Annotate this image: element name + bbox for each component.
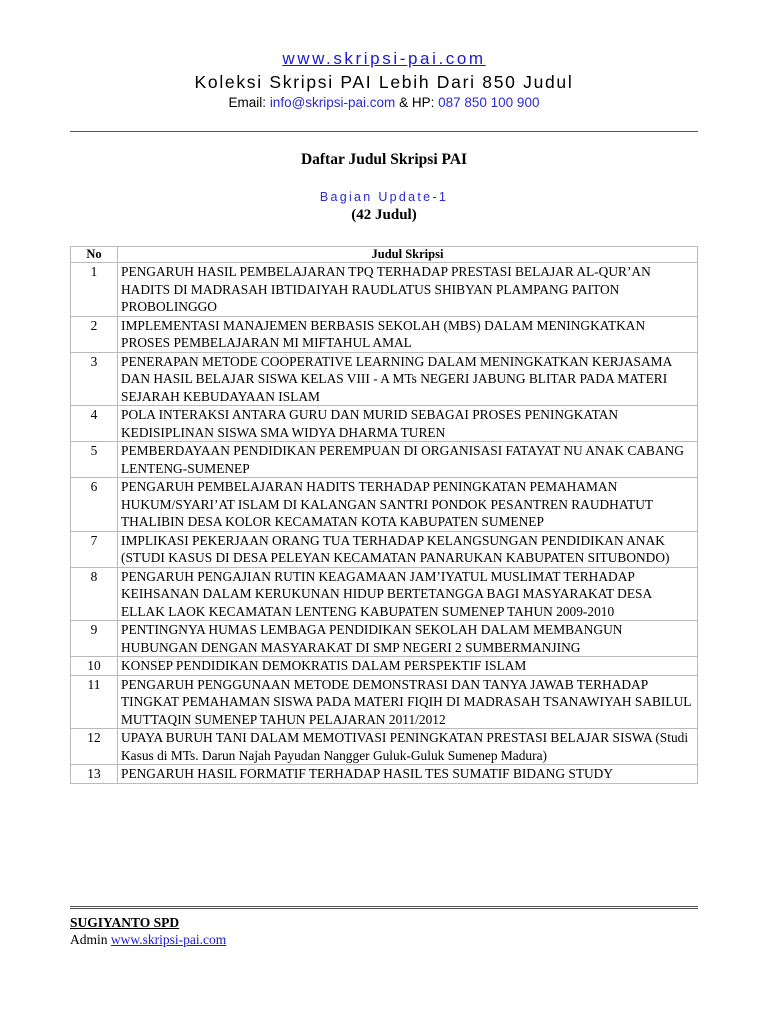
row-number: 8 — [71, 567, 118, 621]
footer-divider — [70, 906, 698, 909]
table-row — [71, 621, 698, 657]
table-row — [71, 263, 698, 317]
admin-site-link[interactable]: www.skripsi-pai.com — [110, 932, 227, 947]
thesis-title: PENGARUH HASIL FORMATIF TERHADAP HASIL TES SUMATIF BIDANG STUDY — [118, 765, 698, 784]
column-header-title: Judul Skripsi — [118, 247, 698, 263]
thesis-title: PENGARUH PENGAJIAN RUTIN KEAGAMAAN JAM’IYATUL MUSLIMAT TERHADAP KEIHSANAN DALAM KERUKUNAN HIDUP BERTETANGGA BAGI MASYARAKAT DESA ELLAK LAOK KECAMATAN LENTENG KABUPATEN SUMENEP TAHUN 2009-2010 — [118, 567, 698, 621]
hp-label: & HP: — [399, 95, 435, 110]
row-number: 6 — [71, 478, 118, 532]
page-header — [0, 48, 768, 112]
row-number: 4 — [71, 406, 118, 442]
thesis-title: KONSEP PENDIDIKAN DEMOKRATIS DALAM PERSPEKTIF ISLAM — [118, 657, 698, 676]
thesis-title: PEMBERDAYAAN PENDIDIKAN PEREMPUAN DI ORGANISASI FATAYAT NU ANAK CABANG LENTENG-SUMENEP — [118, 442, 698, 478]
thesis-title: UPAYA BURUH TANI DALAM MEMOTIVASI PENINGKATAN PRESTASI BELAJAR SISWA (Studi Kasus di MTs. Darun Najah Payudan Nangger Guluk-Guluk Sumenep Madura) — [118, 729, 698, 765]
admin-line — [70, 931, 226, 948]
author-name: SUGIYANTO SPD — [70, 915, 180, 930]
title-count: (42 Judul) — [351, 207, 417, 223]
thesis-title: PENGARUH HASIL PEMBELAJARAN TPQ TERHADAP PRESTASI BELAJAR AL-QUR’AN HADITS DI MADRASAH IBTIDAIYAH RAUDLATUS SHIBYAN PLAMPANG PAITON PROBOLINGGO — [118, 263, 698, 317]
contact-line — [0, 94, 768, 112]
header-divider — [70, 131, 698, 132]
page-footer — [70, 914, 226, 948]
phone-number: 087 850 100 900 — [438, 95, 540, 110]
row-number: 9 — [71, 621, 118, 657]
row-number: 11 — [71, 675, 118, 729]
row-number: 3 — [71, 352, 118, 406]
email-link[interactable]: info@skripsi-pai.com — [269, 95, 396, 110]
admin-label: Admin — [70, 932, 108, 947]
row-number: 13 — [71, 765, 118, 784]
row-number: 5 — [71, 442, 118, 478]
thesis-title: IMPLEMENTASI MANAJEMEN BERBASIS SEKOLAH (MBS) DALAM MENINGKATKAN PROSES PEMBELAJARAN MI MIFTAHUL AMAL — [118, 316, 698, 352]
thesis-title: POLA INTERAKSI ANTARA GURU DAN MURID SEBAGAI PROSES PENINGKATAN KEDISIPLINAN SISWA SMA WIDYA DHARMA TUREN — [118, 406, 698, 442]
row-number: 2 — [71, 316, 118, 352]
document-title: Daftar Judul Skripsi PAI — [300, 151, 468, 168]
table-row — [71, 657, 698, 676]
document-subtitle: Bagian Update-1 — [319, 190, 449, 204]
thesis-title: IMPLIKASI PEKERJAAN ORANG TUA TERHADAP KELANGSUNGAN PENDIDIKAN ANAK (STUDI KASUS DI DESA PELEYAN KECAMATAN PANARUKAN KABUPATEN SITUBONDO) — [118, 531, 698, 567]
thesis-title: PENTINGNYA HUMAS LEMBAGA PENDIDIKAN SEKOLAH DALAM MEMBANGUN HUBUNGAN DENGAN MASYARAKAT DI SMP NEGERI 2 SUMBERMANJING — [118, 621, 698, 657]
site-url-link[interactable]: www.skripsi-pai.com — [282, 49, 486, 68]
thesis-title-table — [70, 246, 698, 784]
row-number: 12 — [71, 729, 118, 765]
table-row — [71, 729, 698, 765]
row-number: 10 — [71, 657, 118, 676]
email-label: Email: — [228, 95, 267, 110]
table-row — [71, 442, 698, 478]
column-header-no: No — [71, 247, 118, 263]
table-row — [71, 316, 698, 352]
row-number: 1 — [71, 263, 118, 317]
table-row — [71, 478, 698, 532]
site-tagline: Koleksi Skripsi PAI Lebih Dari 850 Judul — [194, 72, 574, 92]
thesis-title: PENGARUH PEMBELAJARAN HADITS TERHADAP PENINGKATAN PEMAHAMAN HUKUM/SYARI’AT ISLAM DI KALANGAN SANTRI PONDOK PESANTREN RAUDHATUT THALIBIN DESA KOLOR KECAMATAN KOTA KABUPATEN SUMENEP — [118, 478, 698, 532]
table-row — [71, 765, 698, 784]
row-number: 7 — [71, 531, 118, 567]
table-row — [71, 352, 698, 406]
thesis-title: PENERAPAN METODE COOPERATIVE LEARNING DALAM MENINGKATKAN KERJASAMA DAN HASIL BELAJAR SISWA KELAS VIII - A MTs NEGERI JABUNG BLITAR PADA MATERI SEJARAH KEBUDAYAAN ISLAM — [118, 352, 698, 406]
table-header-row — [71, 247, 698, 263]
table-row — [71, 406, 698, 442]
thesis-title: PENGARUH PENGGUNAAN METODE DEMONSTRASI DAN TANYA JAWAB TERHADAP TINGKAT PEMAHAMAN SISWA PADA MATERI FIQIH DI MADRASAH TSANAWIYAH SABILUL MUTTAQIN SUMENEP TAHUN PELAJARAN 2011/2012 — [118, 675, 698, 729]
table-row — [71, 531, 698, 567]
table-row — [71, 567, 698, 621]
table-row — [71, 675, 698, 729]
